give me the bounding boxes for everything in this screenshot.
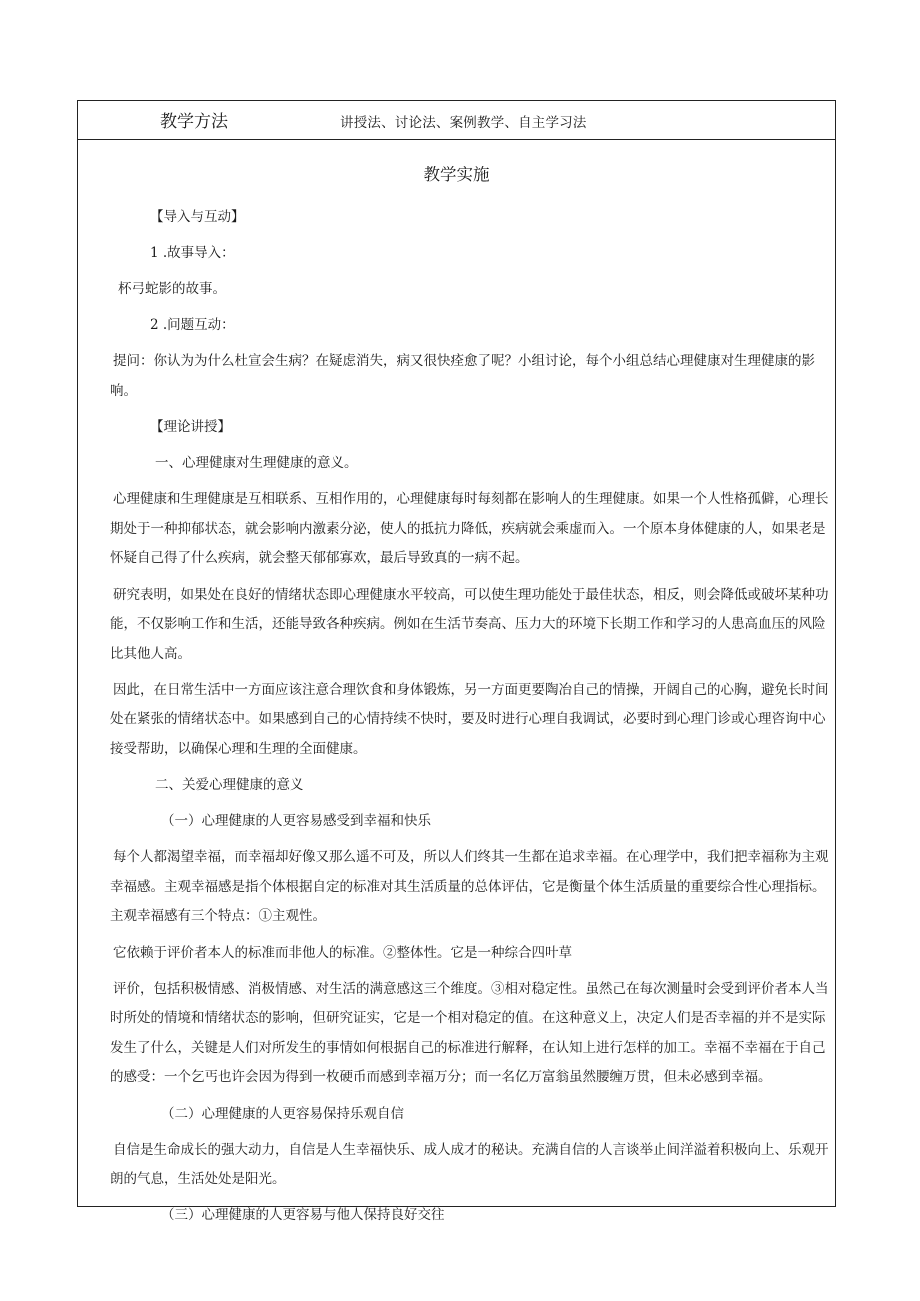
subheading-three: （三）心理健康的人更容易与他人保持良好交往 — [161, 1207, 445, 1224]
body-paragraph: 心理健康和生理健康是互相联系、互相作用的，心理健康每时每刻都在影响人的生理健康。如果一个人性格孤僻，心理长期处于一种抑郁状态，就会影响内激素分泌，使人的抵抗力降低，疾病就会乘虚而入。一个原本身体健康的人，如果老是怀疑自己得了什么疾病，就会整天郁郁寡欢，最后导致真的一病不起。 — [110, 491, 829, 567]
story-title: 杯弓蛇影的故事。 — [118, 281, 226, 298]
body-paragraph: 它依赖于评价者本人的标准而非他人的标准。②整体性。它是一种综合四叶草 — [113, 944, 572, 961]
teaching-method-value: 讲授法、讨论法、案例教学、自主学习法 — [340, 115, 587, 131]
body-paragraph: 因此，在日常生活中一方面应该注意合理饮食和身体锻炼，另一方面更要陶冶自己的情操，开阔自己的心胸，避免长时间处在紧张的情绪状态中。如果感到自己的心情持续不快时，要及时进行心理自我调试，必要时到心理门诊或心理咨询中心接受帮助，以确保心理和生理的全面健康。 — [110, 681, 829, 757]
question-paragraph: 提问：你认为为什么杜宣会生病？在疑虑消失，病又很快痊愈了呢？小组讨论，每个小组总结心理健康对生理健康的影响。 — [110, 353, 815, 399]
implementation-content — [110, 203, 836, 1237]
body-paragraph: 自信是生命成长的强大动力，自信是人生幸福快乐、成人成才的秘诀。充满自信的人言谈举止间洋溢着积极向上、乐观开朗的气息，生活处处是阳光。 — [110, 1141, 829, 1188]
subheading-one: （一）心理健康的人更容易感受到幸福和快乐 — [161, 813, 431, 830]
subheading-two: （二）心理健康的人更容易保持乐观自信 — [161, 1105, 404, 1122]
teaching-method-row — [78, 101, 835, 140]
teaching-method-label: 教学方法 — [160, 112, 228, 132]
body-paragraph: 研究表明，如果处在良好的情绪状态即心理健康水平较高，可以使生理功能处于最佳状态，相反，则会降低或破坏某种功能，不仅影响工作和生活，还能导致各种疾病。例如在生活节奏高、压力大的环境下长期工作和学习的人患高血压的风险比其他人高。 — [110, 586, 829, 662]
list-item-question: 2 .问题互动： — [150, 317, 235, 334]
body-paragraph: 评价，包括积极情感、消极情感、对生活的满意感这三个维度。③相对稳定性。虽然己在每次测量时会受到评价者本人当时所处的情境和情绪状态的影响，但研究证实，它是一个相对稳定的值。在这种意义上，决定人们是否幸福的并不是实际发生了什么，关键是人们对所发生的事情如何根据自己的标准进行解释，在认知上进行怎样的加工。幸福不幸福在于自己的感受：一个乞丐也许会因为得到一枚硬币而感到幸福万分；而一名亿万富翁虽然腰缠万贯，但未必感到幸福。 — [110, 980, 829, 1086]
heading-part-two: 二、关爱心理健康的意义 — [155, 777, 304, 794]
heading-part-one: 一、心理健康对生理健康的意义。 — [155, 455, 358, 472]
list-item-story: 1 .故事导入： — [150, 245, 235, 262]
body-paragraph: 每个人都渴望幸福，而幸福却好像又那么遥不可及，所以人们终其一生都在追求幸福。在心理学中，我们把幸福称为主观幸福感。主观幸福感是指个体根据自定的标准对其生活质量的总体评估，它是衡量个体生活质量的重要综合性心理指标。主观幸福感有三个特点：①主观性。 — [110, 849, 829, 925]
section-heading-theory: 【理论讲授】 — [150, 419, 231, 436]
teaching-implementation-cell — [78, 139, 835, 1224]
implementation-title: 教学实施 — [423, 165, 490, 184]
lesson-plan-table — [77, 100, 836, 1224]
section-heading-intro: 【导入与互动】 — [150, 209, 245, 225]
